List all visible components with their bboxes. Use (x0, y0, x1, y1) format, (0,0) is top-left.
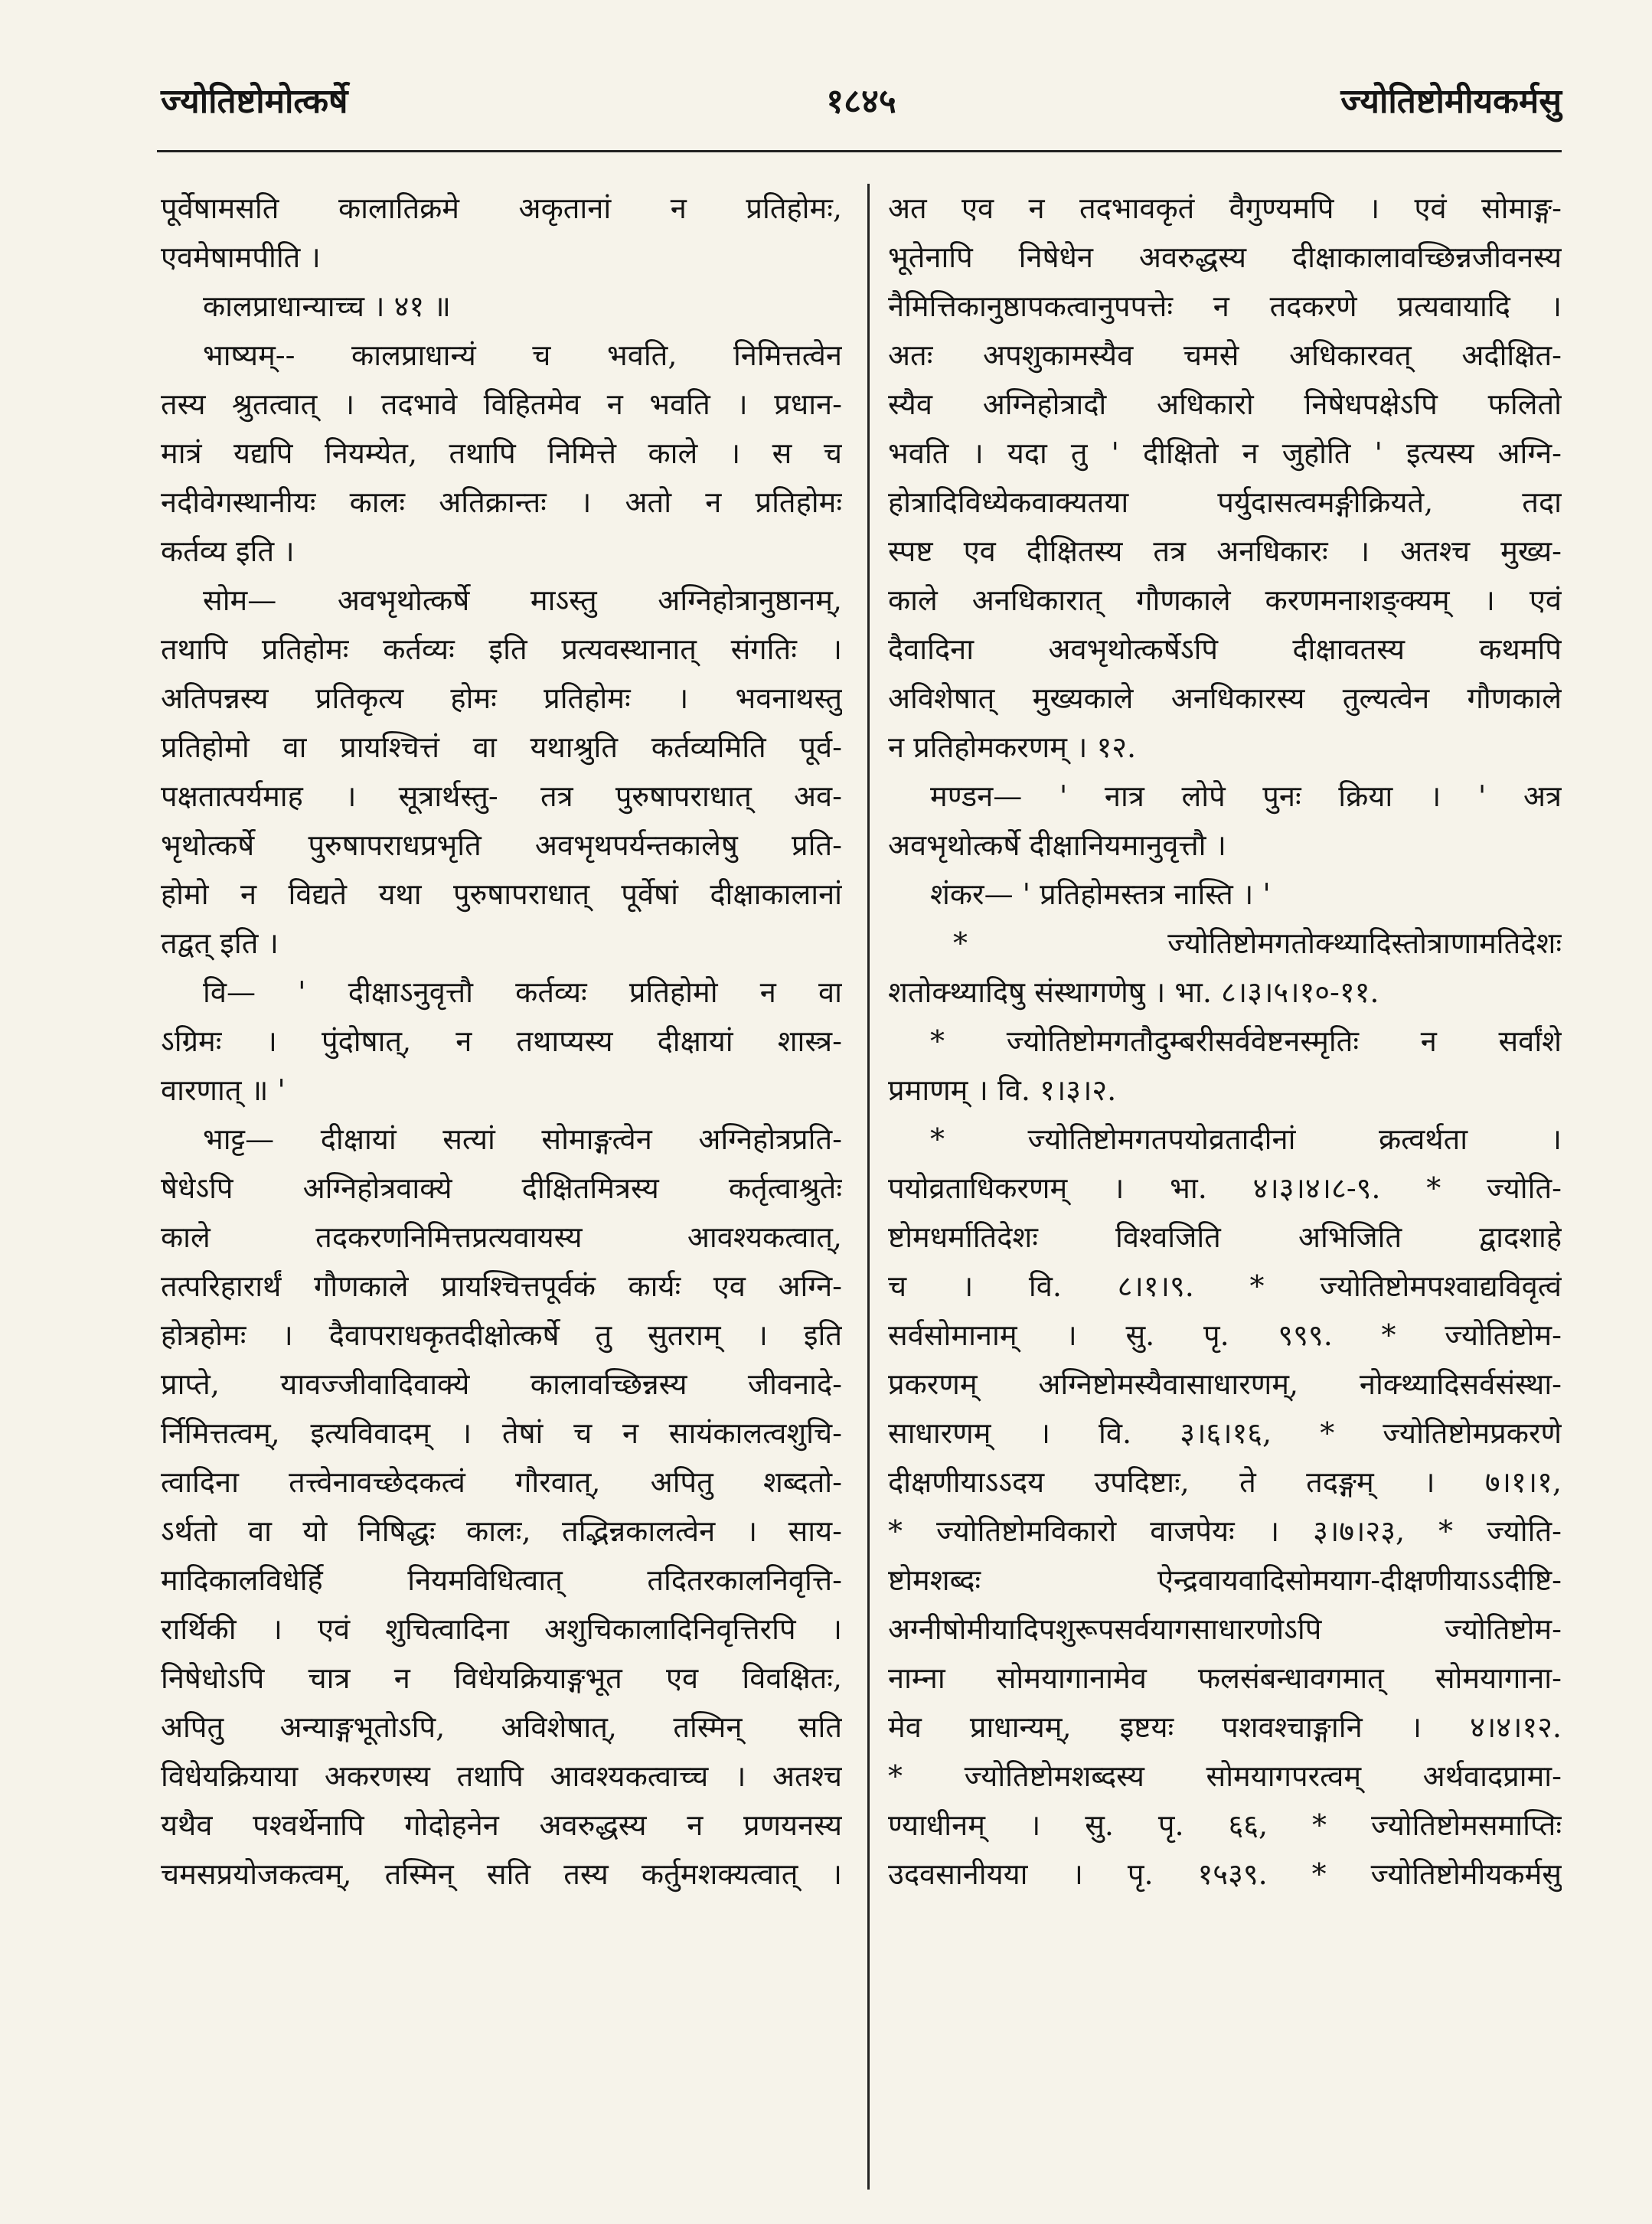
text-line: नैमित्तिकानुष्ठापकत्वानुपपत्तेः न तदकरणे प्रत्यवायादि । (888, 289, 1562, 323)
index-entry: मेव प्राधान्यम्, इष्टयः पशवश्चाङ्गानि । ४।४।१२. (888, 1710, 1562, 1744)
text-line: चमसप्रयोजकत्वम्, तस्मिन् सति तस्य कर्तुमशक्यत्वात् । (161, 1857, 842, 1891)
text-line: मात्रं यद्यपि नियम्येत, तथापि निमित्ते काले । स च (161, 436, 842, 470)
index-entry: * ज्योतिष्टोमगतोक्थ्यादिस्तोत्राणामतिदेशः (953, 926, 1562, 960)
text-line: एवमेषामपीति । (161, 240, 321, 274)
text-line: सोम— अवभृथोत्कर्षे माऽस्तु अग्निहोत्रानुष्ठानम्, (203, 583, 842, 617)
text-line: भाष्यम्-- कालप्राधान्यं च भवति, निमित्तत्वेन (203, 338, 842, 372)
running-header (161, 77, 1562, 138)
text-line: स्यैव अग्निहोत्रादौ अधिकारो निषेधपक्षेऽपि फलितो (888, 387, 1562, 421)
text-line: अतः अपशुकामस्यैव चमसे अधिकारवत् अदीक्षित- (888, 338, 1562, 372)
text-line: यथैव पश्वर्थेनापि गोदोहनेन अवरुद्धस्य न प्रणयनस्य (161, 1808, 842, 1842)
text-line: स्पष्ट एव दीक्षितस्य तत्र अनधिकारः । अतश्च मुख्य- (888, 534, 1562, 568)
index-entry: शतोक्थ्यादिषु संस्थागणेषु । भा. ८।३।५।१०-११. (888, 975, 1379, 1009)
index-entry: अग्नीषोमीयादिपशुरूपसर्वयागसाधारणोऽपि ज्योतिष्टोम- (888, 1612, 1562, 1646)
text-line: होमो न विद्यते यथा पुरुषापराधात् पूर्वेषां दीक्षाकालानां (161, 877, 842, 911)
text-line: कर्तव्य इति । (161, 534, 295, 568)
text-line: अविशेषात् मुख्यकाले अनधिकारस्य तुल्यत्वेन गौणकाले (888, 681, 1562, 715)
index-entry: * ज्योतिष्टोमशब्दस्य सोमयागपरत्वम् अर्थवादप्रामा- (888, 1759, 1562, 1793)
index-entry: दीक्षणीयाऽऽदय उपदिष्टाः, ते तदङ्गम् । ७।१।१, (888, 1465, 1562, 1499)
text-line: प्राप्ते, यावज्जीवादिवाक्ये कालावच्छिन्नस्य जीवनादे- (161, 1367, 842, 1401)
index-entry: ण्याधीनम् । सु. पृ. ६६, * ज्योतिष्टोमसमाप्तिः (888, 1808, 1562, 1842)
text-line: षेधेऽपि अग्निहोत्रवाक्ये दीक्षितमित्रस्य कर्तृत्वाश्रुतेः (161, 1171, 842, 1205)
text-line: रार्थिकी । एवं शुचित्वादिना अशुचिकालादिनिवृत्तिरपि । (161, 1612, 842, 1646)
text-line: तत्परिहारार्थं गौणकाले प्रायश्चित्तपूर्वकं कार्यः एव अग्नि- (161, 1269, 842, 1303)
index-entry: साधारणम् । वि. ३।६।१६, * ज्योतिष्टोमप्रकरणे (888, 1416, 1562, 1450)
text-line: मण्डन— ' नात्र लोपे पुनः क्रिया । ' अत्र (930, 779, 1562, 813)
index-entry: उदवसानीयया । पृ. १५३९. * ज्योतिष्टोमीयकर्मसु (888, 1857, 1562, 1891)
text-line: वि— ' दीक्षाऽनुवृत्तौ कर्तव्यः प्रतिहोमो न वा (203, 975, 842, 1009)
index-entry: * ज्योतिष्टोमविकारो वाजपेयः । ३।७।२३, * ज्योति- (888, 1514, 1562, 1548)
text-line: तस्य श्रुतत्वात् । तदभावे विहितमेव न भवति । प्रधान- (161, 387, 842, 421)
header-right-title: ज्योतिष्टोमीयकर्मसु (1340, 82, 1562, 121)
index-entry: ष्टोमधर्मातिदेशः विश्वजिति अभिजिति द्वादशाहे (888, 1220, 1562, 1254)
text-line: अवभृथोत्कर्षे दीक्षानियमानुवृत्तौ । (888, 828, 1226, 862)
index-entry: सर्वसोमानाम् । सु. पृ. ९९९. * ज्योतिष्टोम- (888, 1318, 1562, 1352)
text-line: नदीवेगस्थानीयः कालः अतिक्रान्तः । अतो न प्रतिहोमः (161, 485, 842, 519)
text-line: शंकर— ' प्रतिहोमस्तत्र नास्ति । ' (930, 877, 1271, 911)
sutra-heading: कालप्राधान्याच्च । ४१ ॥ (203, 289, 451, 323)
header-rule (157, 150, 1562, 152)
index-entry: नाम्ना सोमयागानामेव फलसंबन्धावगमात् सोमयागाना- (888, 1661, 1562, 1695)
text-line: न प्रतिहोमकरणम् । १२. (888, 730, 1137, 764)
text-line: पूर्वेषामसति कालातिक्रमे अकृतानां न प्रतिहोमः, (161, 191, 842, 225)
text-line: ऽग्रिमः । पुंदोषात्, न तथाप्यस्य दीक्षायां शास्त्र- (161, 1024, 842, 1058)
text-line: होत्रादिविध्येकवाक्यतया पर्युदासत्वमङ्गीक्रियते, तदा (888, 485, 1562, 519)
right-column (888, 184, 1562, 1899)
text-line: तद्वत् इति । (161, 926, 279, 960)
index-entry: च । वि. ८।१।९. * ज्योतिष्टोमपश्वाद्यविवृत्वं (888, 1269, 1562, 1303)
column-divider (867, 184, 870, 2190)
text-line: तथापि प्रतिहोमः कर्तव्यः इति प्रत्यवस्थानात् संगतिः । (161, 632, 842, 666)
index-entry: पयोव्रताधिकरणम् । भा. ४।३।४।८-९. * ज्योति- (888, 1171, 1562, 1205)
index-entry: प्रकरणम् अग्निष्टोमस्यैवासाधारणम्, नोक्थ्यादिसर्वसंस्था- (888, 1367, 1562, 1401)
text-line: भाट्ट— दीक्षायां सत्यां सोमाङ्गत्वेन अग्निहोत्रप्रति- (203, 1122, 842, 1156)
text-line: र्निमित्तत्वम्, इत्यविवादम् । तेषां च न सायंकालत्वशुचि- (161, 1416, 842, 1450)
index-entry: ष्टोमशब्दः ऐन्द्रवायवादिसोमयाग-दीक्षणीयाऽऽदीष्टि- (888, 1563, 1562, 1597)
left-column (161, 184, 842, 1899)
index-entry: प्रमाणम् । वि. १।३।२. (888, 1073, 1117, 1107)
text-line: विधेयक्रियाया अकरणस्य तथापि आवश्यकत्वाच्च । अतश्च (161, 1759, 842, 1793)
text-line: वारणात् ॥ ' (161, 1073, 286, 1107)
index-entry: * ज्योतिष्टोमगतौदुम्बरीसर्ववेष्टनस्मृतिः न सर्वांशे (930, 1024, 1562, 1058)
header-left-title: ज्योतिष्टोमोत्कर्षे (161, 82, 348, 121)
page-number: १८४५ (826, 82, 896, 121)
text-line: काले तदकरणनिमित्तप्रत्यवायस्य आवश्यकत्वात्, (161, 1220, 842, 1254)
text-line: पक्षतात्पर्यमाह । सूत्रार्थस्तु- तत्र पुरुषापराधात् अव- (161, 779, 842, 813)
index-entry: * ज्योतिष्टोमगतपयोव्रतादीनां क्रत्वर्थता । (930, 1122, 1562, 1156)
text-line: भृथोत्कर्षे पुरुषापराधप्रभृति अवभृथपर्यन्तकालेषु प्रति- (161, 828, 842, 862)
text-line: होत्रहोमः । दैवापराधकृतदीक्षोत्कर्षे तु सुतराम् । इति (161, 1318, 842, 1352)
text-line: त्वादिना तत्त्वेनावच्छेदकत्वं गौरवात्, अपितु शब्दतो- (161, 1465, 842, 1499)
text-line: अत एव न तदभावकृतं वैगुण्यमपि । एवं सोमाङ्ग- (888, 191, 1562, 225)
text-line: अपितु अन्याङ्गभूतोऽपि, अविशेषात्, तस्मिन् सति (161, 1710, 842, 1744)
text-line: मादिकालविधेर्हि नियमविधित्वात् तदितरकालनिवृत्ति- (161, 1563, 842, 1597)
text-line: प्रतिहोमो वा प्रायश्चित्तं वा यथाश्रुति कर्तव्यमिति पूर्व- (161, 730, 842, 764)
text-line: निषेधोऽपि चात्र न विधेयक्रियाङ्गभूत एव विवक्षितः, (161, 1661, 842, 1695)
text-line: अतिपन्नस्य प्रतिकृत्य होमः प्रतिहोमः । भवनाथस्तु (161, 681, 842, 715)
text-line: भवति । यदा तु ' दीक्षितो न जुहोति ' इत्यस्य अग्नि- (888, 436, 1562, 470)
text-line: काले अनधिकारात् गौणकाले करणमनाशङ्क्यम् । एवं (888, 583, 1562, 617)
text-line: दैवादिना अवभृथोत्कर्षेऽपि दीक्षावतस्य कथमपि (888, 632, 1562, 666)
text-line: भूतेनापि निषेधेन अवरुद्धस्य दीक्षाकालावच्छिन्नजीवनस्य (888, 240, 1562, 274)
text-line: ऽर्थतो वा यो निषिद्धः कालः, तद्भिन्नकालत्वेन । साय- (161, 1514, 842, 1548)
